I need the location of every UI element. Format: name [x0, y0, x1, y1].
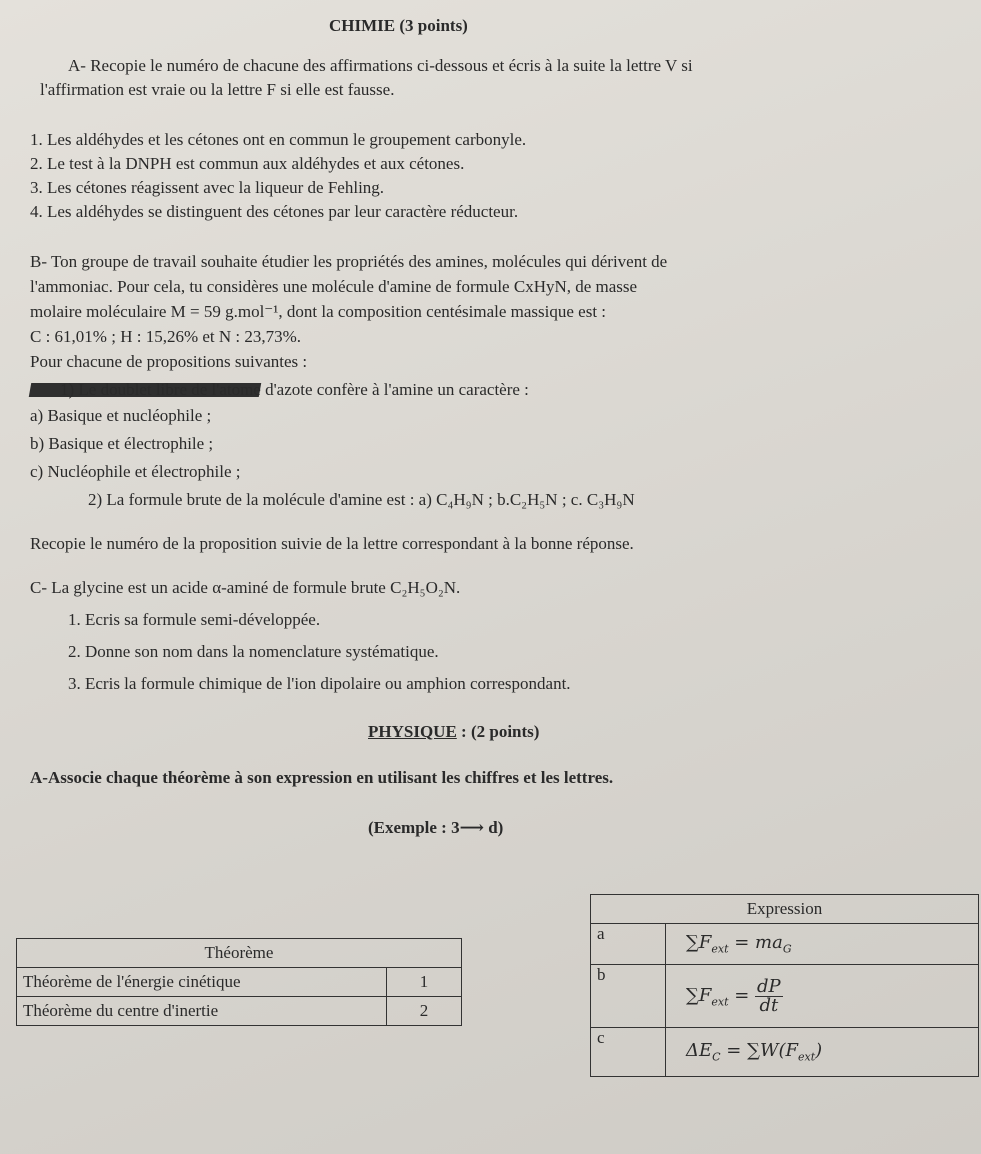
part-b-option-c: c) Nucléophile et électrophile ;	[30, 462, 241, 481]
part-b-line-3: molaire moléculaire M = 59 g.mol⁻¹, dont la composition centésimale massique est :	[30, 302, 607, 321]
expression-b-formula: $\sum F_{ext}$ = $\frac{dP}{dt}$	[686, 975, 781, 1016]
part-b-line-2: l'ammoniac. Pour cela, tu considères une molécule d'amine de formule CxHyN, de masse	[30, 277, 638, 296]
theorem-table	[16, 938, 462, 1026]
part-a-intro-2: l'affirmation est vraie ou la lettre F si elle est fausse.	[40, 80, 395, 99]
physique-instruction: A-Associe chaque théorème à son expression en utilisant les chiffres et les lettres.	[30, 768, 614, 787]
table-row	[17, 997, 462, 1026]
part-b-option-b: b) Basique et électrophile ;	[30, 434, 214, 453]
part-a-intro-1: A- Recopie le numéro de chacune des affirmations ci-dessous et écris à la suite la lettre V si	[68, 56, 693, 75]
expression-letter: a	[591, 924, 666, 965]
part-a-item-1: 1. Les aldéhydes et les cétones ont en commun le groupement carbonyle.	[30, 130, 527, 149]
part-b-option-a: a) Basique et nucléophile ;	[30, 406, 212, 425]
part-b-question-1: 1) Le doublet libre de l'atome d'azote confère à l'amine un caractère :	[60, 380, 529, 399]
theorem-name: Théorème de l'énergie cinétique	[17, 968, 387, 997]
table-row	[17, 968, 462, 997]
part-b-question-2: 2) La formule brute de la molécule d'amine est : a) C₄H₉N ; b.C₂H₅N ; c. C₃H₉N	[88, 490, 635, 509]
part-c-intro: C- La glycine est un acide α-aminé de formule brute C₂H₅O₂N.	[30, 578, 461, 597]
part-b-line-1: B- Ton groupe de travail souhaite étudier les propriétés des amines, molécules qui dérivent de	[30, 252, 668, 271]
part-b-line-4: C : 61,01% ; H : 15,26% et N : 23,73%.	[30, 327, 302, 346]
physique-points: : (2 points)	[456, 722, 540, 741]
part-b-line-5: Pour chacune de propositions suivantes :	[30, 352, 308, 371]
theorem-name: Théorème du centre d'inertie	[17, 997, 387, 1026]
part-c-item-3: 3. Ecris la formule chimique de l'ion dipolaire ou amphion correspondant.	[68, 674, 571, 693]
part-c-item-2: 2. Donne son nom dans la nomenclature systématique.	[68, 642, 439, 661]
part-c-item-1: 1. Ecris sa formule semi-développée.	[68, 610, 321, 629]
expression-formula	[666, 1028, 979, 1077]
chimie-title: CHIMIE (3 points)	[329, 16, 468, 35]
expression-c-formula: $\Delta E_C = \sum W(F_{ext})$	[686, 1040, 823, 1064]
part-a-item-4: 4. Les aldéhydes se distinguent des cétones par leur caractère réducteur.	[30, 202, 519, 221]
expression-table	[590, 894, 979, 1077]
part-a-item-2: 2. Le test à la DNPH est commun aux aldéhydes et aux cétones.	[30, 154, 465, 173]
expression-letter: c	[591, 1028, 666, 1077]
physique-example: (Exemple : 3⟶ d)	[368, 818, 504, 837]
theorem-number: 1	[387, 968, 462, 997]
expression-table-header: Expression	[591, 895, 979, 924]
theorem-table-header: Théorème	[17, 939, 462, 968]
part-b-instruction: Recopie le numéro de la proposition suivie de la lettre correspondant à la bonne réponse.	[30, 534, 634, 553]
table-row	[591, 1028, 979, 1077]
table-row	[591, 924, 979, 965]
expression-letter: b	[591, 965, 666, 1028]
physique-heading	[368, 722, 539, 742]
expression-a-formula: $\sum F_{ext} = ma_G$	[686, 932, 792, 956]
theorem-number: 2	[387, 997, 462, 1026]
expression-formula	[666, 965, 979, 1028]
physique-title: PHYSIQUE	[368, 722, 457, 741]
part-a-item-3: 3. Les cétones réagissent avec la liqueur de Fehling.	[30, 178, 385, 197]
table-row	[591, 965, 979, 1028]
expression-formula	[666, 924, 979, 965]
